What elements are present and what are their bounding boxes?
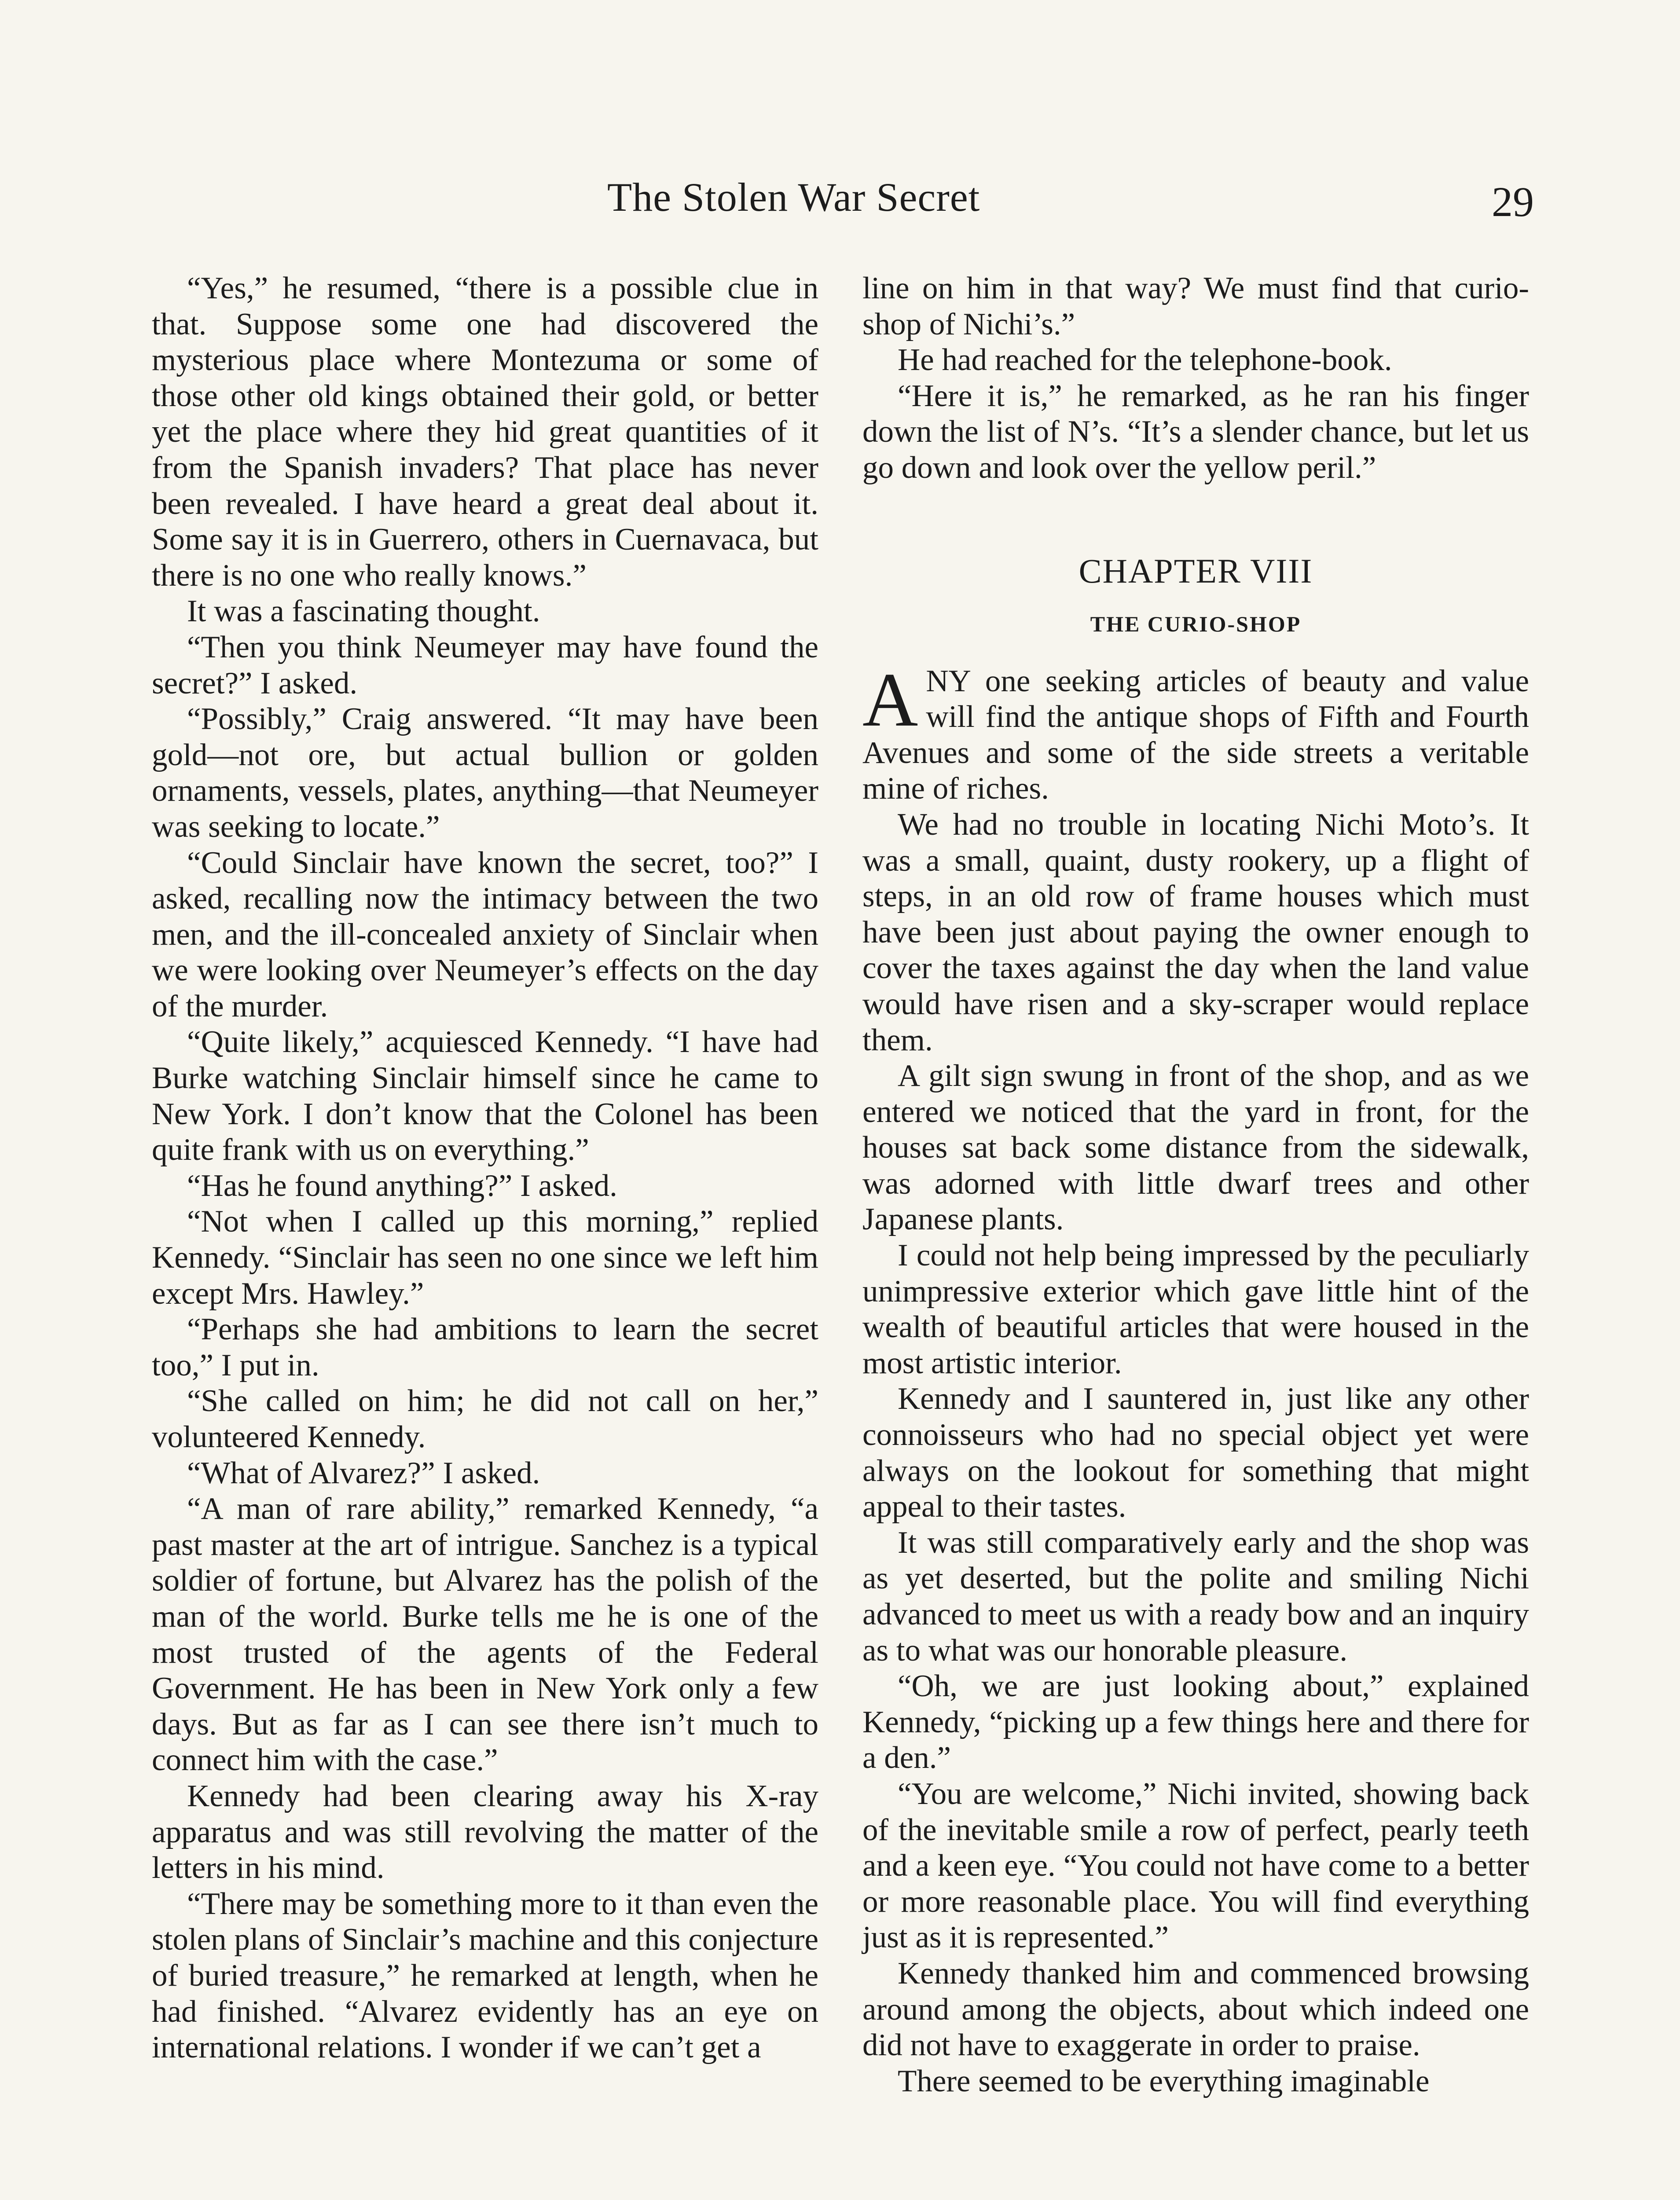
running-header	[0, 174, 1680, 240]
paragraph: “Yes,” he resumed, “there is a possible clue in that. Suppose some one had discovered the mysterious place where Montezuma or some of those other old kings obtained their gold, or better yet the place where they hid great quantities of it from the Spanish invaders? That place has never been revealed. I have heard a great deal about it. Some say it is in Guerrero, others in Cuernavaca, but there is no one who really knows.”	[152, 271, 818, 593]
left-column	[152, 271, 818, 2066]
paragraph: “You are welcome,” Nichi invited, showing back of the inevitable smile a row of perfect, pearly teeth and a keen eye. “You could not have come to a better or more reasonable place. You will find everything just as it is represented.”	[862, 1776, 1529, 1955]
chapter-subtitle: THE CURIO-SHOP	[1090, 611, 1302, 636]
paragraph: A gilt sign swung in front of the shop, and as we entered we noticed that the yard in front, for the houses sat back some distance from the sidewalk, was adorned with little dwarf trees and other Japanese plants.	[862, 1059, 1529, 1237]
paragraph: I could not help being impressed by the peculiarly unimpressive exterior which gave little hint of the wealth of beautiful articles that were housed in the most artistic interior.	[862, 1238, 1529, 1380]
paragraph: “She called on him; he did not call on her,” volunteered Kennedy.	[152, 1384, 818, 1454]
page-number: 29	[1492, 178, 1534, 225]
chapter-opening-paragraph	[862, 656, 1529, 807]
paragraph: “Not when I called up this morning,” replied Kennedy. “Sinclair has seen no one since we left him except Mrs. Hawley.”	[152, 1204, 818, 1311]
right-column	[862, 271, 1529, 2099]
paragraph: It was a fascinating thought.	[187, 594, 540, 629]
paragraph: “Here it is,” he remarked, as he ran his finger down the list of N’s. “It’s a slender chance, but let us go down and look over the yellow peril.”	[862, 378, 1529, 485]
paragraph: “Could Sinclair have known the secret, too?” I asked, recalling now the intimacy between the two men, and the ill-concealed anxiety of Sinclair when we were looking over Neumeyer’s effects on the day of the murder.	[152, 845, 818, 1023]
paragraph: Kennedy thanked him and commenced browsing around among the objects, about which indeed one did not have to exaggerate in order to praise.	[862, 1956, 1529, 2063]
paragraph: “Oh, we are just looking about,” explained Kennedy, “picking up a few things here and there for a den.”	[862, 1669, 1529, 1775]
paragraph: Kennedy and I sauntered in, just like any other connoisseurs who had no special object yet were always on the lookout for something that might appeal to their tastes.	[862, 1382, 1529, 1524]
opening-paragraph-text: NY one seeking articles of beauty and value will find the antique shops of Fifth and Fourth Avenues and some of the side streets a veritable mine of riches.	[862, 664, 1529, 806]
paragraph: “Quite likely,” acquiesced Kennedy. “I have had Burke watching Sinclair himself since he came to New York. I don’t know that the Colonel has been quite frank with us on everything.”	[152, 1025, 818, 1167]
chapter-heading: CHAPTER VIII	[1078, 551, 1313, 590]
paragraph: “Has he found anything?” I asked.	[187, 1168, 617, 1203]
paragraph: He had reached for the telephone-book.	[898, 343, 1392, 378]
paragraph: “Then you think Neumeyer may have found the secret?” I asked.	[152, 630, 818, 700]
paragraph: “There may be something more to it than even the stolen plans of Sinclair’s machine and this conjecture of buried treasure,” he remarked at length, when he had finished. “Alvarez evidently has an eye on international relations. I wonder if we can’t get a	[152, 1886, 818, 2065]
continued-paragraph: line on him in that way? We must find that curio-shop of Nichi’s.”	[862, 271, 1529, 341]
paragraph: It was still comparatively early and the shop was as yet deserted, but the polite and smiling Nichi advanced to meet us with a ready bow and an inquiry as to what was our honorable pleasure.	[862, 1525, 1529, 1668]
running-title: The Stolen War Secret	[607, 175, 980, 220]
paragraph: “Possibly,” Craig answered. “It may have been gold—not ore, but actual bullion or golden ornaments, vessels, plates, anything—that Neumeyer was seeking to locate.”	[152, 702, 818, 844]
paragraph: There seemed to be everything imaginable	[898, 2064, 1430, 2098]
paragraph: We had no trouble in locating Nichi Moto’s. It was a small, quaint, dusty rookery, up a flight of steps, in an old row of frame houses which must have been just about paying the owner enough to cover the taxes against the day when the land value would have risen and a sky-scraper would replace them.	[862, 807, 1529, 1057]
drop-cap: A	[862, 656, 918, 742]
paragraph: Kennedy had been clearing away his X-ray apparatus and was still revolving the matter of the letters in his mind.	[152, 1778, 818, 1885]
paragraph: “A man of rare ability,” remarked Kennedy, “a past master at the art of intrigue. Sanchez is a typical soldier of fortune, but Alvarez has the polish of the man of the world. Burke tells me he is one of the most trusted of the agents of the Federal Government. He has been in New York only a few days. But as far as I can see there isn’t much to connect him with the case.”	[152, 1492, 818, 1778]
paragraph: “Perhaps she had ambitions to learn the secret too,” I put in.	[152, 1312, 818, 1382]
paragraph: “What of Alvarez?” I asked.	[187, 1456, 540, 1490]
